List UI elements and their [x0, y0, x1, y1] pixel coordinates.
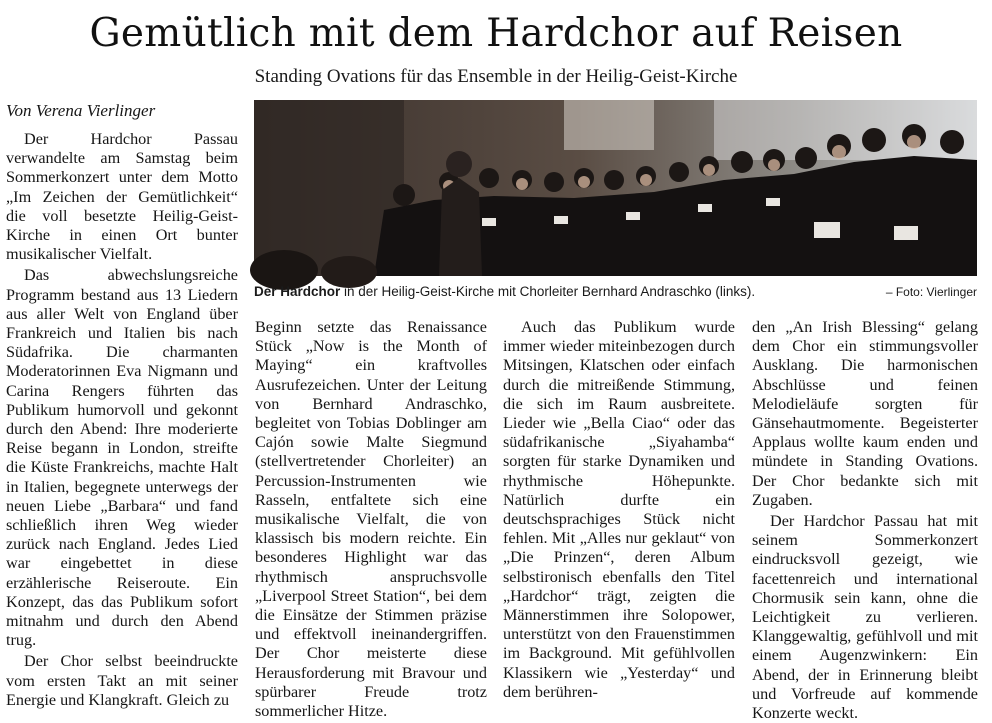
article-column-3: [503, 318, 735, 701]
choir-photo: [254, 100, 977, 276]
article-column-2: [255, 318, 487, 721]
article-column-4: [752, 318, 978, 723]
article-column-1: [6, 130, 238, 709]
headline: Gemütlich mit dem Hardchor auf Reisen: [89, 11, 903, 56]
paragraph: Der Hardchor Passau verwandelte am Samstag beim Sommerkonzert unter dem Motto „Im Zeichen der Gemütlichkeit“ die voll besetzte Heilig-Geist-Kirche in einen Ort bunter musikalischer Vielfalt.: [6, 130, 238, 264]
paragraph: Auch das Publikum wurde immer wieder miteinbezogen durch Mitsingen, Klatschen oder einfach durch die mitreißende Stimmung, die sich im Raum ausbreitete. Lieder wie „Bella Ciao“ oder das südafrikanische „Siyahamba“ sorgten für starke Dynamiken und rhythmische Höhepunkte. Natürlich durfte ein deutschsprachiges Stück nicht fehlen. Mit „Alles nur geklaut“ von „Die Prinzen“, deren Album selbstironisch ebenfalls den Titel „Hardchor“ trägt, zeigten die Männerstimmen ihre Solopower, unterstützt von den Frauenstimmen im Background. Mit gefühlvollen Klassikern wie „Yesterday“ und dem berühren-: [503, 318, 735, 701]
paragraph: den „An Irish Blessing“ gelang dem Chor ein stimmungsvoller Ausklang. Die harmonischen Abschlüsse und feinen Melodieläufe sorgten für Gänsehautmomente. Begeisterter Applaus wollte kaum enden und mündete in Standing Ovations. Der Chor bedankte sich mit Zugaben.: [752, 318, 978, 509]
paragraph: Der Hardchor Passau hat mit seinem Sommerkonzert eindrucksvoll gezeigt, wie facettenreich und international Chormusik sein kann, ohne die Leichtigkeit zu verlieren. Klanggewaltig, gefühlvoll und mit einem Augenzwinkern: Ein Abend, der in Erinnerung bleibt und Vorfreude auf kommende Konzerte weckt.: [752, 512, 978, 723]
paragraph: Der Chor selbst beeindruckte vom ersten Takt an mit seiner Energie und Klangkraft. Gleich zu: [6, 652, 238, 709]
byline: Von Verena Vierlinger: [6, 101, 156, 120]
photo-caption: [254, 282, 977, 302]
caption-text: in der Heilig-Geist-Kirche mit Chorleiter Bernhard Andraschko (links).: [340, 284, 756, 299]
caption-title: Der Hardchor: [254, 284, 341, 299]
photo-credit: – Foto: Vierlinger: [885, 285, 977, 299]
subheadline: Standing Ovations für das Ensemble in der Heilig-Geist-Kirche: [254, 66, 738, 87]
paragraph: Beginn setzte das Renaissance Stück „Now is the Month of Maying“ ein kraftvolles Ausrufezeichen. Unter der Leitung von Bernhard Andraschko, begleitet von Tobias Doblinger am Cajón sowie Malte Siegmund (stellvertretender Chorleiter) an Percussion-Instrumenten wie Rasseln, entfaltete sich eine musikalische Vielfalt, die von klassisch bis modern reichte. Ein besonderes Highlight war das rhythmisch anspruchsvolle „Liverpool Street Station“, bei dem die Einsätze der Stimmen präzise und effektvoll ineinandergriffen. Der Chor meisterte diese Herausforderung mit Bravour und spürbarer Freude trotz sommerlicher Hitze.: [255, 318, 487, 721]
paragraph: Das abwechslungsreiche Programm bestand aus 13 Liedern aus aller Welt von England über Frankreich und Italien bis nach Südafrika. Die charmanten Moderatorinnen Eva Nigmann und Carina Rengers führten das Publikum humorvoll und gekonnt durch den Abend: Ihre moderierte Reise begann in London, streifte die Küste Frankreichs, machte Halt in Italien, begegnete unterwegs der neuen Liebe „Barbara“ und fand schließlich ihren Weg wieder zurück nach England. Jedes Lied war eingebettet in diese erzählerische Reiseroute. Ein Konzept, das das Publikum sofort mitnahm und durch den Abend trug.: [6, 266, 238, 650]
